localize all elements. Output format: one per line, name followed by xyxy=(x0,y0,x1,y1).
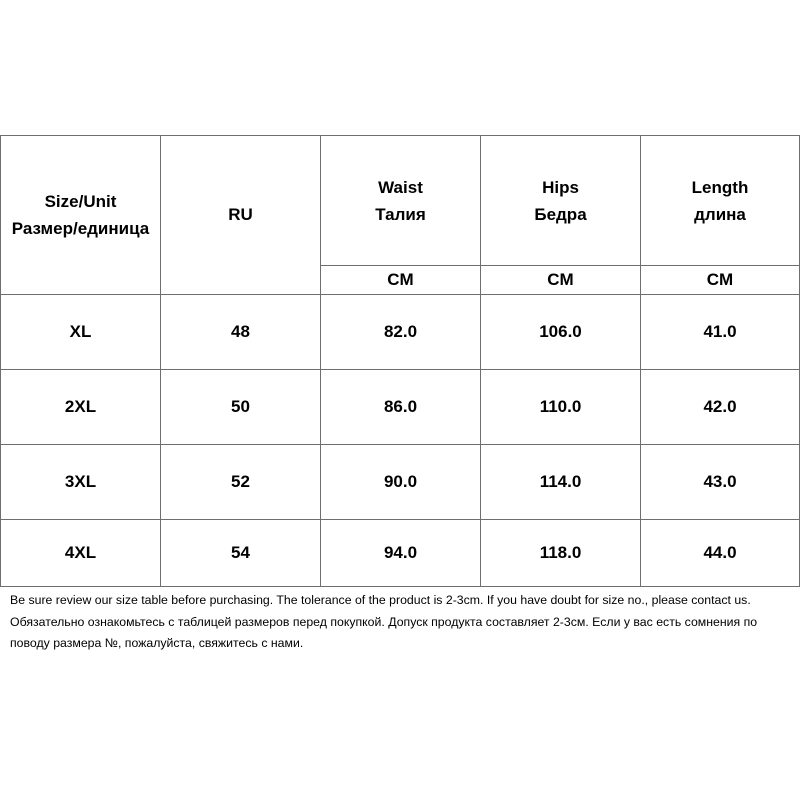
cell-waist: 82.0 xyxy=(321,295,481,370)
header-ru: RU xyxy=(161,136,321,295)
header-hips-en: Hips xyxy=(542,177,579,197)
cell-size: XL xyxy=(1,295,161,370)
size-note-ru: Обязательно ознакомьтесь с таблицей размеров перед покупкой. Допуск продукта составляет 2-3см. Если у вас есть сомнения по поводу размера №, пожалуйста, свяжитесь с нами. xyxy=(10,614,758,650)
table-row xyxy=(1,520,800,587)
cell-ru: 50 xyxy=(161,370,321,445)
cell-length: 41.0 xyxy=(641,295,800,370)
cell-waist: 90.0 xyxy=(321,445,481,520)
cell-hips: 118.0 xyxy=(481,520,641,587)
header-waist-ru: Талия xyxy=(375,204,426,224)
header-hips-ru: Бедра xyxy=(534,204,587,224)
cell-size: 3XL xyxy=(1,445,161,520)
cell-length: 42.0 xyxy=(641,370,800,445)
cell-hips: 110.0 xyxy=(481,370,641,445)
table-row xyxy=(1,445,800,520)
table-row xyxy=(1,295,800,370)
header-size-unit-en: Size/Unit xyxy=(44,192,117,211)
size-note xyxy=(10,590,795,655)
cell-ru: 48 xyxy=(161,295,321,370)
table-row xyxy=(1,370,800,445)
header-waist-unit: CM xyxy=(321,266,481,295)
cell-length: 43.0 xyxy=(641,445,800,520)
cell-waist: 86.0 xyxy=(321,370,481,445)
cell-hips: 114.0 xyxy=(481,445,641,520)
header-length-unit: CM xyxy=(641,266,800,295)
header-size-unit-ru: Размер/единица xyxy=(11,219,150,238)
header-size-unit xyxy=(1,136,161,295)
cell-size: 4XL xyxy=(1,520,161,587)
size-note-en: Be sure review our size table before purchasing. The tolerance of the product is 2-3cm. If you have doubt for size no., please contact us. xyxy=(10,593,751,607)
header-length xyxy=(641,136,800,266)
header-length-ru: длина xyxy=(694,204,746,224)
cell-waist: 94.0 xyxy=(321,520,481,587)
header-hips-unit: CM xyxy=(481,266,641,295)
header-hips xyxy=(481,136,641,266)
cell-size: 2XL xyxy=(1,370,161,445)
cell-length: 44.0 xyxy=(641,520,800,587)
header-waist xyxy=(321,136,481,266)
size-table xyxy=(0,135,800,587)
cell-ru: 54 xyxy=(161,520,321,587)
header-length-en: Length xyxy=(691,177,749,197)
table-header-row xyxy=(1,136,800,266)
header-waist-en: Waist xyxy=(378,177,423,197)
cell-ru: 52 xyxy=(161,445,321,520)
cell-hips: 106.0 xyxy=(481,295,641,370)
